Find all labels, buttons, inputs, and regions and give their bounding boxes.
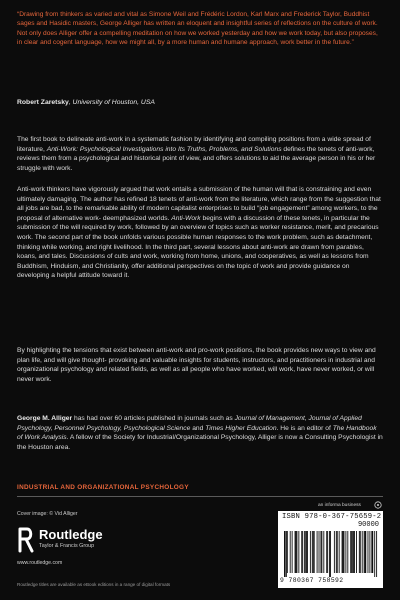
barcode-digits: 9 780367 758592 bbox=[280, 577, 344, 584]
barcode-bar bbox=[372, 531, 373, 573]
publisher-logo bbox=[17, 525, 137, 559]
barcode-bar bbox=[287, 531, 288, 573]
barcode-bar bbox=[362, 531, 363, 573]
bio-text-1: has had over 60 articles published in journals such as bbox=[72, 415, 235, 422]
barcode-bar bbox=[376, 531, 377, 577]
publisher-website: www.routledge.com bbox=[17, 560, 63, 566]
barcode-bar bbox=[359, 531, 360, 573]
publisher-subtitle: Taylor & Francis Group bbox=[39, 543, 95, 549]
barcode-bar bbox=[327, 531, 328, 573]
barcode-bar bbox=[304, 531, 306, 573]
description-paragraph-1 bbox=[17, 135, 383, 173]
quote-affiliation: University of Houston, USA bbox=[72, 99, 155, 106]
barcode-bar bbox=[334, 531, 335, 573]
barcode-bar bbox=[360, 531, 361, 573]
cover-image-credit: Cover image: © Vid Alliger bbox=[17, 511, 78, 517]
barcode-bar bbox=[302, 531, 303, 573]
barcode-bar bbox=[336, 531, 337, 573]
author-bio bbox=[17, 414, 383, 452]
barcode-bar bbox=[350, 531, 351, 573]
barcode-bar bbox=[337, 531, 338, 573]
barcode-bar bbox=[339, 531, 340, 573]
barcode-bar bbox=[343, 531, 344, 573]
barcode-bar bbox=[312, 531, 313, 573]
informa-logo-icon bbox=[355, 500, 383, 510]
barcode-bar bbox=[369, 531, 370, 573]
barcode-bar bbox=[290, 531, 291, 573]
barcode-bar bbox=[330, 531, 331, 577]
bio-journal-2: Times Higher Education bbox=[205, 424, 277, 432]
barcode-bar bbox=[356, 531, 357, 573]
barcode-bar bbox=[345, 531, 346, 573]
p2-text: Anti-work thinkers have vigorously argued that work entails a submission of the human will that is constraining and even ultimately damaging. The author has refined 18 tenets of anti-work from the literature, which range from the suggestion that all jobs are bad, to the remarkable ability of modern capitalist enterprises to build “job engagement” among workers, to the proposal of alternative work- deemphasized worlds. bbox=[17, 186, 381, 222]
barcode-bar bbox=[307, 531, 308, 573]
divider-line bbox=[17, 496, 383, 497]
barcode-bar bbox=[344, 531, 345, 573]
barcode-bar bbox=[313, 531, 314, 573]
barcode-bar bbox=[292, 531, 293, 573]
barcode-bar bbox=[351, 531, 353, 573]
routledge-r-icon bbox=[17, 527, 35, 553]
bio-journals: Journal of Management, Journal of Applied Psychology, Personnel Psychology, Psychological Science bbox=[17, 415, 362, 432]
isbn-number: ISBN 978-0-367-75659-2 bbox=[282, 513, 382, 521]
barcode-bar bbox=[306, 531, 307, 573]
barcode-bar bbox=[301, 531, 302, 573]
barcode-bar bbox=[317, 531, 318, 573]
bio-text-4: . A fellow of the Society for Industrial/Organizational Psychology, Alliger is now a Consulting Psychologist in the Houston area. bbox=[17, 434, 383, 451]
informa-imprint: an informa business bbox=[318, 503, 361, 508]
barcode-bar bbox=[374, 531, 375, 577]
subject-category: INDUSTRIAL AND ORGANIZATIONAL PSYCHOLOGY bbox=[17, 484, 189, 491]
barcode-bar bbox=[286, 531, 287, 577]
barcode-bar bbox=[342, 531, 343, 573]
p2-book-title: Anti-Work bbox=[171, 214, 201, 222]
bio-text-2: and bbox=[190, 424, 206, 432]
isbn-barcode bbox=[278, 511, 383, 588]
barcode-bar bbox=[319, 531, 320, 573]
quote-author: Robert Zaretsky bbox=[17, 99, 69, 106]
p3-text: By highlighting the tensions that exist between anti-work and pro-work positions, the book provides new ways to view and plan life, and will give thought- provoking and valuable insights for students, instructors, and practitioners in industrial and organizational psychology and related fields, as well as all people who have worked, will work, have never worked, or will never work. bbox=[17, 347, 376, 383]
bio-handbook: The Handbook of Work Analysis bbox=[17, 424, 377, 442]
barcode-bar bbox=[368, 531, 369, 573]
p1-book-title: Anti-Work: Psychological Investigations into Its Truths, Problems, and Solutions bbox=[46, 145, 282, 153]
barcode-bar bbox=[320, 531, 321, 573]
barcode-bar bbox=[354, 531, 355, 573]
barcode-bar bbox=[295, 531, 296, 573]
p1-text-end: defines the tenets of anti-work, reviews them from a psychological and historical point of view, and offers solutions to aid the average person in his or her struggle with work. bbox=[17, 145, 376, 172]
publisher-name: Routledge bbox=[39, 527, 103, 542]
p1-text: The first book to delineate anti-work in a systematic fashion by identifying and compiling positions from a wide spread of literature, bbox=[17, 136, 371, 153]
barcode-bar bbox=[314, 531, 315, 573]
author-name: George M. Alliger bbox=[17, 415, 73, 422]
description-paragraph-3 bbox=[17, 346, 383, 384]
barcode-bar bbox=[326, 531, 327, 573]
quote-text: “Drawing from thinkers as varied and vital as Simone Weil and Frédéric Lordon, Karl Marx and Frederick Taylor, Buddhist sages and Hasidic masters, George Alliger has written an eloquent and insightful series of reflections on the culture of work. Not only does Alliger offer a compelling meditation on how we worked yesterday and how we work today, but also proposes, in clear and cogent language, how we might all, by a more human and humane approach, work better in the future.” bbox=[17, 11, 378, 47]
barcode-bar bbox=[310, 531, 311, 573]
description-paragraph-2 bbox=[17, 185, 383, 281]
ebook-note: Routledge titles are available as eBook editions in a range of digital formats bbox=[17, 582, 171, 587]
barcode-bars bbox=[282, 531, 379, 577]
barcode-bar bbox=[296, 531, 297, 573]
barcode-bar bbox=[298, 531, 299, 573]
price-code: 90000 bbox=[357, 521, 379, 529]
barcode-bar bbox=[296, 531, 297, 573]
barcode-bar bbox=[329, 531, 330, 577]
barcode-bar bbox=[284, 531, 286, 577]
barcode-bar bbox=[365, 531, 367, 573]
bio-text-3: . He is an editor of bbox=[276, 424, 333, 432]
barcode-bar bbox=[321, 531, 322, 573]
barcode-bar bbox=[353, 531, 354, 573]
endorsement-quote bbox=[17, 10, 383, 48]
barcode-bar bbox=[323, 531, 324, 573]
barcode-bar bbox=[364, 531, 365, 573]
quote-attribution: Robert Zaretsky, University of Houston, USA bbox=[17, 99, 155, 106]
p2-text-end: begins with a discussion of these tenets, in particular the submission of the will required by work, followed by an overview of topics such as worker resistance, merit, and precarious work. The second part of the book unfolds various possible human responses to the work problem, such as detachment, thinking while working, and right livelihood. In the third part, several lessons about anti-work are drawn from parables, koans, and tales. Discussions of cults and work, working from home, unions, and cooperatives, as well as lessons from Buddhism, Hinduism, and Christianity, offer additional perspectives on the topic of work and provide guidance on developing a helpful attitude toward it. bbox=[17, 214, 379, 280]
barcode-bar bbox=[347, 531, 348, 573]
